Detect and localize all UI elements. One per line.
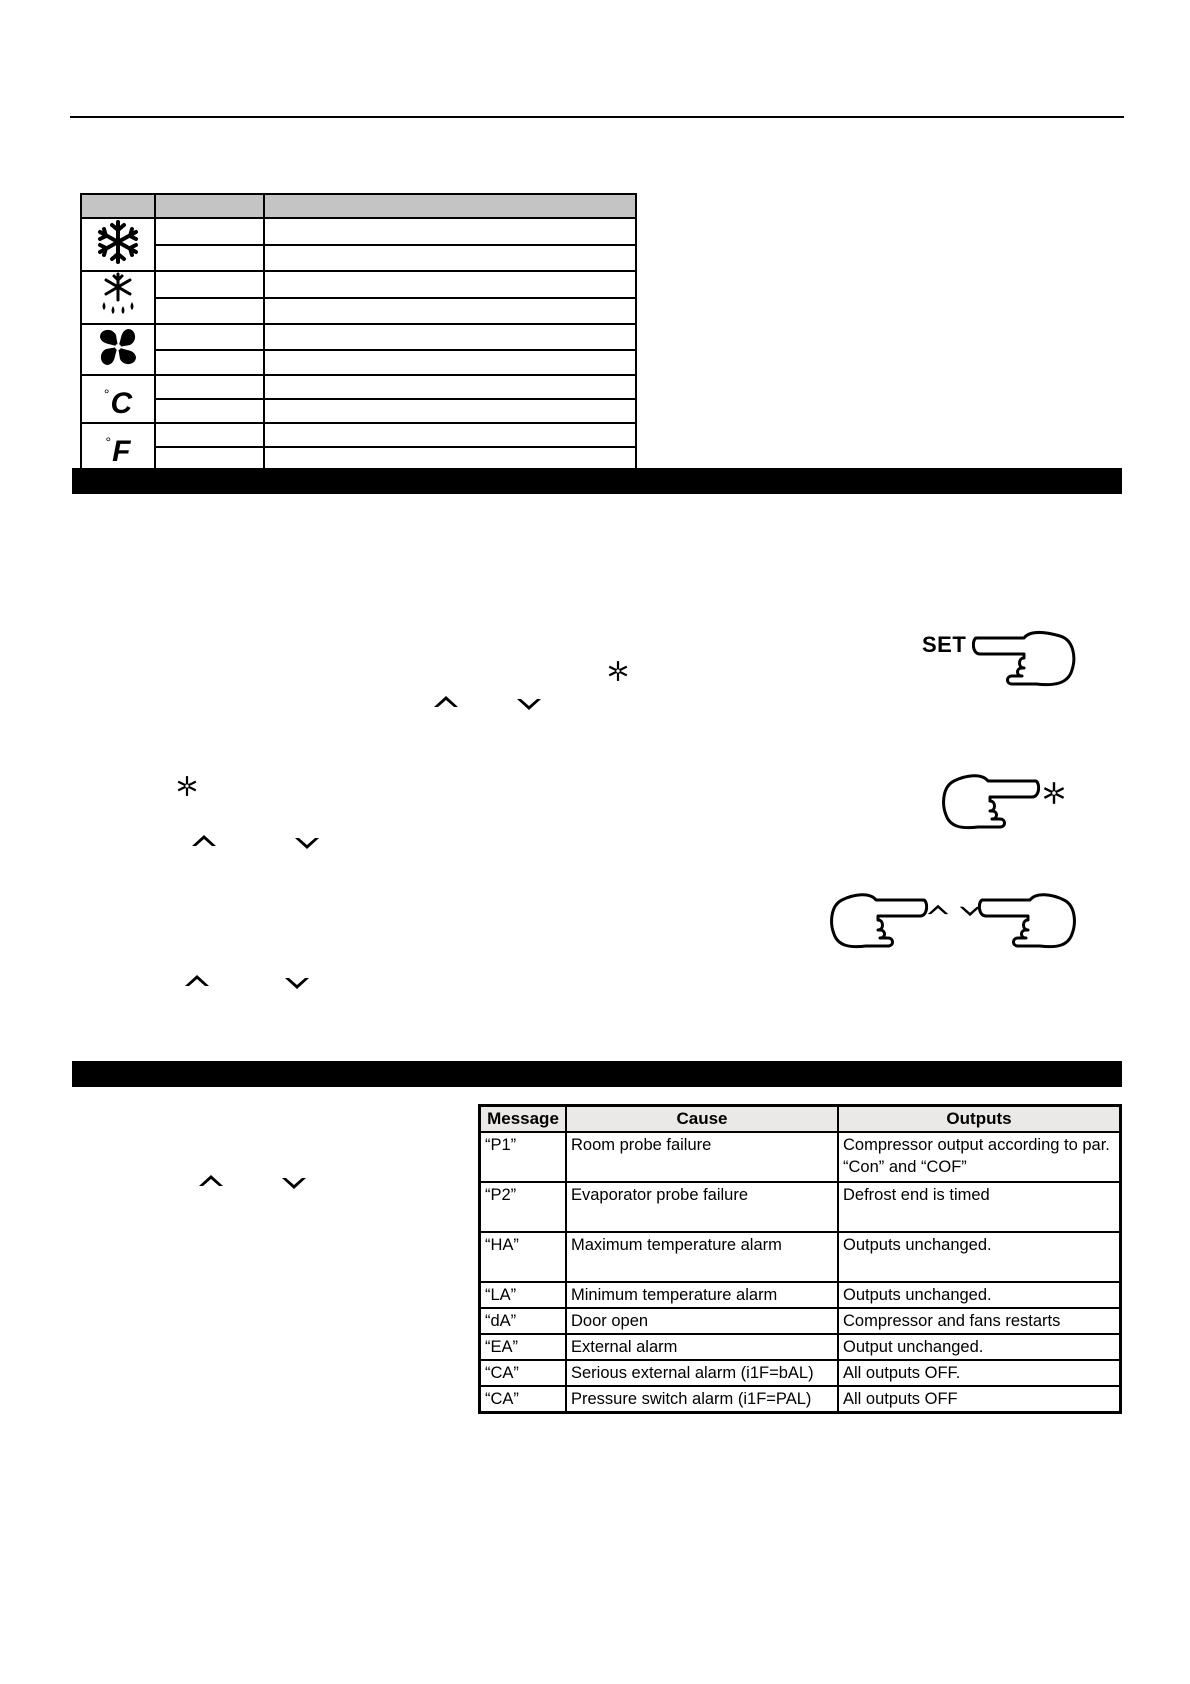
icon-table-row xyxy=(81,298,636,325)
cause-cell: Maximum temperature alarm xyxy=(566,1232,838,1282)
snowflake-icon xyxy=(94,219,142,265)
cause-cell: Evaporator probe failure xyxy=(566,1182,838,1232)
message-cell: “HA” xyxy=(480,1232,567,1282)
message-cell: “CA” xyxy=(480,1386,567,1413)
down-arrow-icon xyxy=(293,835,321,851)
icon-table-cell xyxy=(155,271,264,298)
pointing-hand-icon xyxy=(978,890,1078,952)
icon-table-cell xyxy=(155,324,264,350)
outputs-cell: All outputs OFF xyxy=(838,1386,1121,1413)
cause-cell: Door open xyxy=(566,1308,838,1334)
cause-cell: Serious external alarm (i1F=bAL) xyxy=(566,1360,838,1386)
icon-table-row xyxy=(81,324,636,350)
defrost-icon xyxy=(607,660,629,682)
fahrenheit-icon: °F xyxy=(105,434,131,468)
up-arrow-icon xyxy=(190,832,218,848)
icon-table-cell xyxy=(264,423,636,447)
icon-table-cell xyxy=(155,423,264,447)
icon-table-header-cell xyxy=(155,194,264,218)
icon-table-row xyxy=(81,245,636,272)
message-cell: “dA” xyxy=(480,1308,567,1334)
cause-cell: Room probe failure xyxy=(566,1132,838,1182)
outputs-cell: Outputs unchanged. xyxy=(838,1282,1121,1308)
icon-cell xyxy=(81,271,155,324)
table-row xyxy=(480,1282,1121,1308)
defrost-icon xyxy=(1042,781,1066,805)
section-bar xyxy=(72,1061,1122,1087)
cause-cell: Pressure switch alarm (i1F=PAL) xyxy=(566,1386,838,1413)
icon-table-cell xyxy=(155,218,264,245)
outputs-cell: Defrost end is timed xyxy=(838,1182,1121,1232)
message-cell: “EA” xyxy=(480,1334,567,1360)
alarm-messages-table xyxy=(478,1104,1122,1414)
icon-table-row xyxy=(81,350,636,376)
icon-table-cell xyxy=(155,245,264,272)
outputs-line: Compressor output according to par. xyxy=(843,1136,1110,1154)
icon-cell xyxy=(81,375,155,423)
outputs-cell: Compressor and fans restarts xyxy=(838,1308,1121,1334)
fan-icon xyxy=(96,325,140,369)
icon-table-header-cell xyxy=(81,194,155,218)
icon-table-cell xyxy=(155,298,264,325)
set-key-label: SET xyxy=(922,632,967,657)
top-rule xyxy=(70,116,1124,118)
table-row xyxy=(480,1334,1121,1360)
icon-table-row xyxy=(81,218,636,245)
icon-table-cell xyxy=(264,350,636,376)
table-row xyxy=(480,1308,1121,1334)
icon-cell xyxy=(81,324,155,375)
icon-table-cell xyxy=(264,271,636,298)
icon-table-row xyxy=(81,423,636,447)
icon-table-row xyxy=(81,271,636,298)
header-outputs: Outputs xyxy=(838,1106,1121,1133)
outputs-cell xyxy=(838,1132,1121,1182)
cause-cell: External alarm xyxy=(566,1334,838,1360)
table-row xyxy=(480,1360,1121,1386)
up-arrow-icon xyxy=(926,902,950,916)
pointing-hand-icon xyxy=(972,628,1080,690)
up-arrow-icon xyxy=(197,1172,225,1188)
up-arrow-icon xyxy=(432,693,460,709)
pointing-hand-icon xyxy=(940,771,1040,833)
icon-table-header-row xyxy=(81,194,636,218)
icon-table-cell xyxy=(264,399,636,423)
icon-cell xyxy=(81,423,155,471)
icon-table-cell xyxy=(155,375,264,399)
icon-table-header-cell xyxy=(264,194,636,218)
up-arrow-icon xyxy=(183,972,211,988)
icon-table-cell xyxy=(264,298,636,325)
icon-cell xyxy=(81,218,155,271)
table-row xyxy=(480,1182,1121,1232)
down-arrow-icon xyxy=(515,696,543,712)
header-cause: Cause xyxy=(566,1106,838,1133)
message-cell: “P1” xyxy=(480,1132,567,1182)
icon-table-cell xyxy=(264,245,636,272)
icon-table-cell xyxy=(264,375,636,399)
icon-table-row xyxy=(81,375,636,399)
table-row xyxy=(480,1232,1121,1282)
down-arrow-icon xyxy=(280,1175,308,1191)
icon-table-row xyxy=(81,399,636,423)
celsius-icon: °C xyxy=(103,386,133,420)
outputs-cell: Output unchanged. xyxy=(838,1334,1121,1360)
message-cell: “P2” xyxy=(480,1182,567,1232)
cause-cell: Minimum temperature alarm xyxy=(566,1282,838,1308)
outputs-line: “Con” and “COF” xyxy=(843,1158,967,1176)
defrost-icon xyxy=(176,775,198,797)
message-cell: “CA” xyxy=(480,1360,567,1386)
header-message: Message xyxy=(480,1106,567,1133)
outputs-cell: Outputs unchanged. xyxy=(838,1232,1121,1282)
table-row xyxy=(480,1132,1121,1182)
icon-table-cell xyxy=(264,218,636,245)
icon-table-cell xyxy=(264,324,636,350)
section-bar xyxy=(72,468,1122,494)
message-cell: “LA” xyxy=(480,1282,567,1308)
alarm-table-header xyxy=(480,1106,1121,1133)
icon-legend-table xyxy=(80,193,637,472)
icon-table-cell xyxy=(155,350,264,376)
pointing-hand-icon xyxy=(828,890,928,952)
icon-table-cell xyxy=(155,399,264,423)
down-arrow-icon xyxy=(283,975,311,991)
table-row xyxy=(480,1386,1121,1413)
defrost-icon xyxy=(95,272,141,318)
outputs-cell: All outputs OFF. xyxy=(838,1360,1121,1386)
